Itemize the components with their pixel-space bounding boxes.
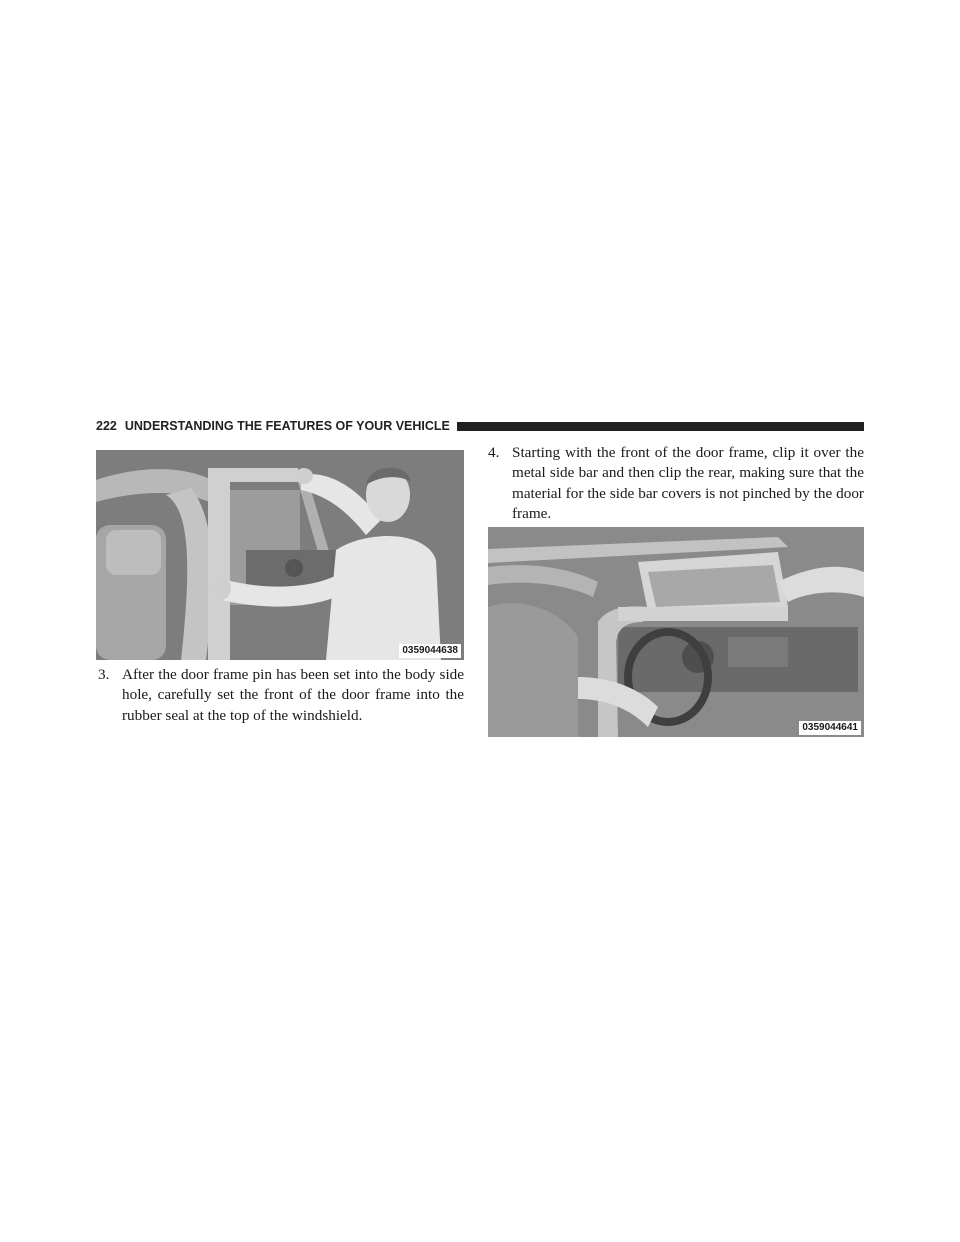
page-header xyxy=(96,417,864,435)
step-text: After the door frame pin has been set into the body side hole, carefully set the front of the door frame into the rubber seal at the top of the windshield. xyxy=(122,666,464,724)
step-text: Starting with the front of the door frame, clip it over the metal side bar and then clip the rear, making sure that the material for the side bar covers is not pinched by the door frame. xyxy=(512,444,864,523)
figure-id-label: 0359044641 xyxy=(799,721,861,735)
door-frame-installation-illustration xyxy=(96,450,464,660)
step-number: 3. xyxy=(98,666,110,683)
door-frame-clipping-drawing xyxy=(488,527,864,737)
page-number: 222 xyxy=(96,419,117,433)
instruction-step-3 xyxy=(98,665,464,726)
figure-id-label: 0359044638 xyxy=(399,644,461,658)
instruction-step-4 xyxy=(488,443,864,525)
step-number: 4. xyxy=(488,444,500,461)
header-rule xyxy=(457,422,864,431)
door-frame-installation-drawing xyxy=(96,450,464,660)
section-title: UNDERSTANDING THE FEATURES OF YOUR VEHICLE xyxy=(124,419,450,433)
door-frame-clipping-illustration xyxy=(488,527,864,737)
